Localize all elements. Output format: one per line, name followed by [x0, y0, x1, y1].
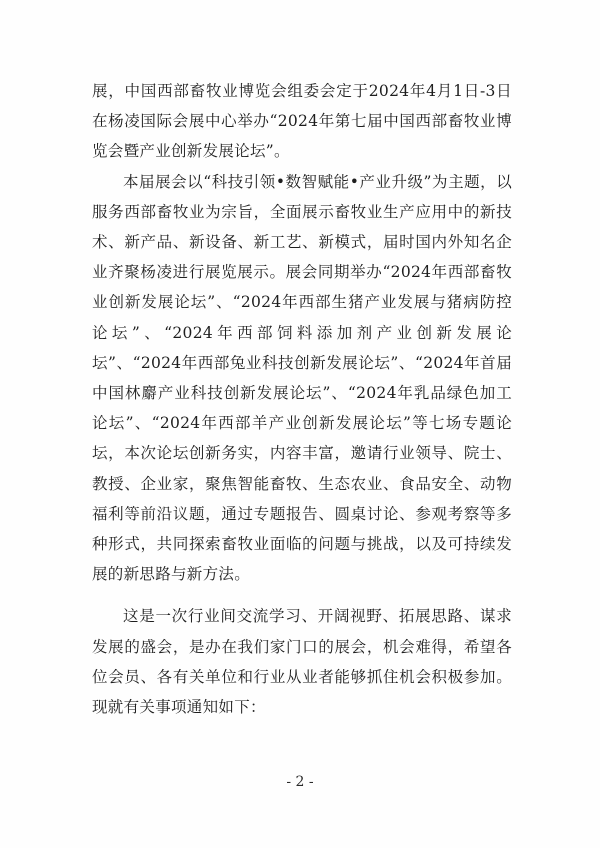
paragraph-continuation: 展，中国西部畜牧业博览会组委会定于2024年4月1日-3日在杨凌国际会展中心举办“2024年第七届中国西部畜牧业博览会暨产业创新发展论坛”。	[92, 82, 512, 161]
paragraph-exhibition-theme: 本届展会以“科技引领•数智赋能•产业升级”为主题，以服务西部畜牧业为宗旨，全面展示畜牧业生产应用中的新技术、新产品、新设备、新工艺、新模式，届时国内外知名企业齐聚杨凌进行展览展示。展会同期举办“2024年西部畜牧业创新发展论坛”、“2024年西部生猪产业发展与猪病防控论坛”、“2024年西部饲料添加剂产业创新发展论坛”、“2024年西部兔业科技创新发展论坛”、“2024年首届中国林麝产业科技创新发展论坛”、“2024年乳品绿色加工论坛”、“2024年西部羊产业创新发展论坛”等七场专题论坛，本次论坛创新务实，内容丰富，邀请行业领导、院士、教授、企业家，聚焦智能畜牧、生态农业、食品安全、动物福利等前沿议题，通过专题报告、圆桌讨论、参观考察等多种形式，共同探索畜牧业面临的问题与挑战，以及可持续发展的新思路与新方法。	[92, 172, 512, 584]
body-text	[92, 76, 512, 722]
paragraph-invitation: 这是一次行业间交流学习、开阔视野、拓展思路、谋求发展的盛会，是办在我们家门口的展会，机会难得，希望各位会员、各有关单位和行业从业者能够抓住机会积极参加。现就有关事项通知如下：	[92, 607, 512, 717]
page-number: - 2 -	[286, 774, 314, 790]
